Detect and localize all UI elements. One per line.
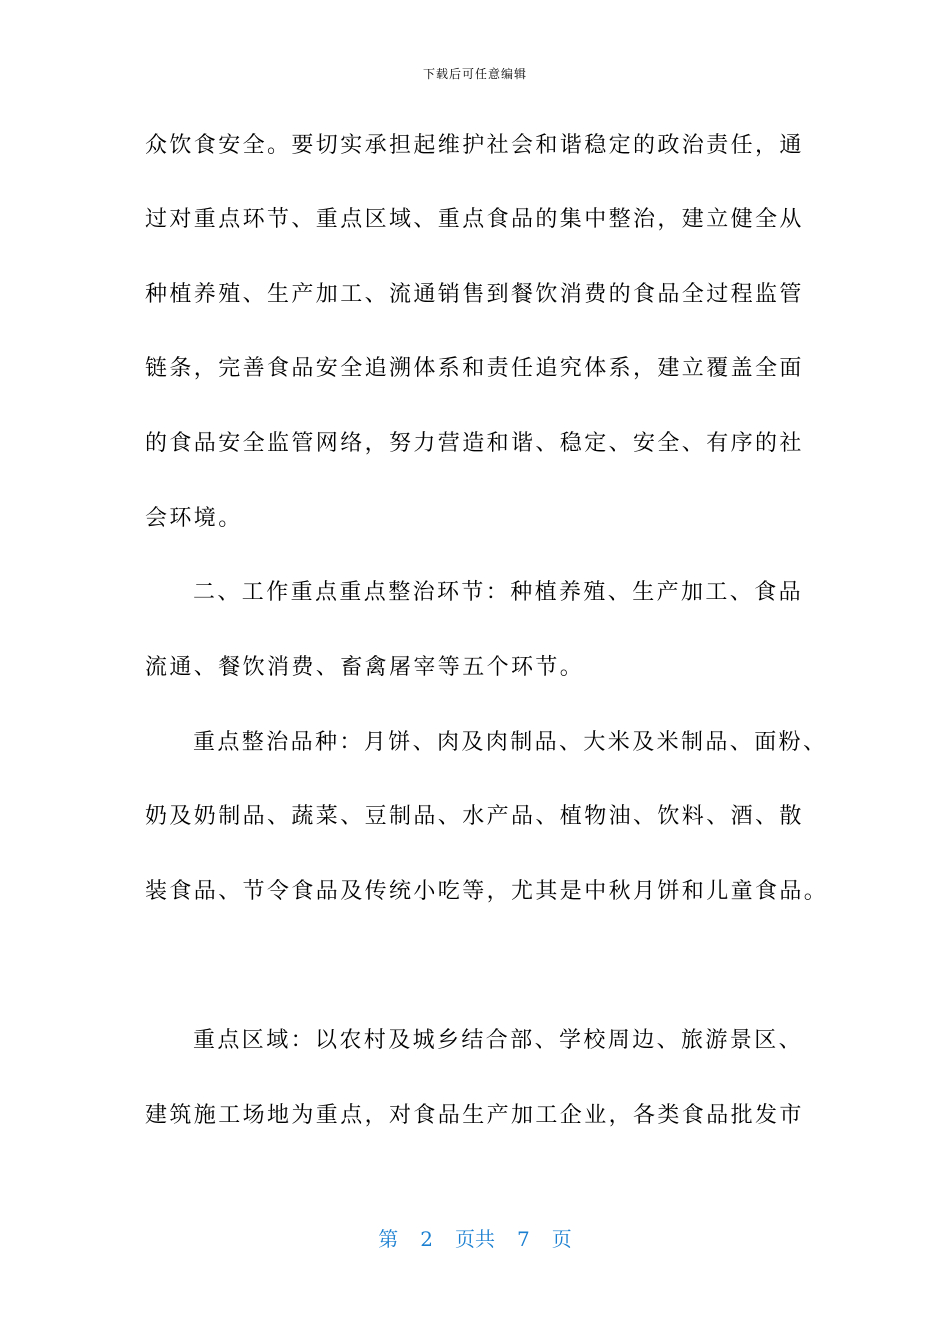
body-line: 种植养殖、生产加工、流通销售到餐饮消费的食品全过程监管: [145, 282, 804, 307]
body-line: 建筑施工场地为重点，对食品生产加工企业，各类食品批发市: [145, 1103, 804, 1128]
body-line: 过对重点环节、重点区域、重点食品的集中整治，建立健全从: [145, 207, 804, 232]
page-header: 下载后可任意编辑: [422, 67, 527, 81]
body-line: 会环境。: [145, 506, 243, 531]
body-line: 奶及奶制品、蔬菜、豆制品、水产品、植物油、饮料、酒、散: [145, 804, 804, 829]
body-line: 二、工作重点重点整治环节：种植养殖、生产加工、食品: [193, 580, 804, 605]
body-line: 装食品、节令食品及传统小吃等，尤其是中秋月饼和儿童食品。: [145, 879, 829, 904]
footer-middle: 页共: [455, 1227, 495, 1251]
body-line: 流通、餐饮消费、畜禽屠宰等五个环节。: [145, 655, 585, 680]
body-line: 重点整治品种：月饼、肉及肉制品、大米及米制品、面粉、: [193, 730, 828, 755]
body-line: 链条，完善食品安全追溯体系和责任追究体系，建立覆盖全面: [145, 356, 804, 381]
footer-suffix: 页: [551, 1227, 572, 1251]
footer-prefix: 第: [378, 1227, 399, 1251]
footer-total-pages: 7: [517, 1227, 530, 1251]
body-line: 众饮食安全。要切实承担起维护社会和谐稳定的政治责任，通: [145, 133, 804, 158]
body-line: 重点区域：以农村及城乡结合部、学校周边、旅游景区、: [193, 1028, 804, 1053]
body-line: 的食品安全监管网络，努力营造和谐、稳定、安全、有序的社: [145, 431, 804, 456]
footer-current-page: 2: [420, 1227, 433, 1251]
page-footer: [0, 1225, 950, 1253]
